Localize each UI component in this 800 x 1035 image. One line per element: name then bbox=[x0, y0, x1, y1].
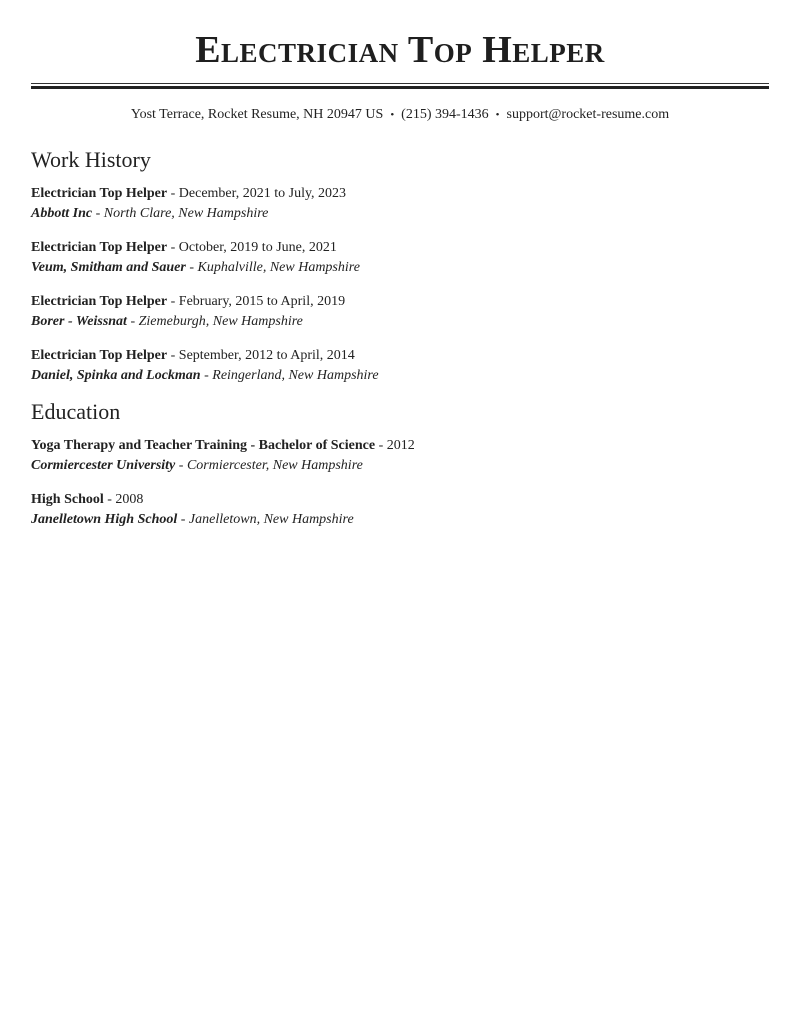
section-title-education: Education bbox=[31, 399, 121, 424]
education-degree: Yoga Therapy and Teacher Training - Bachelor of Science bbox=[31, 438, 376, 453]
section-title-work-history: Work History bbox=[31, 147, 151, 172]
work-entry-heading bbox=[31, 184, 769, 204]
work-role: Electrician Top Helper bbox=[31, 240, 168, 255]
work-role: Electrician Top Helper bbox=[31, 294, 168, 309]
dash: - bbox=[175, 458, 187, 473]
contact-separator: • bbox=[390, 109, 395, 121]
resume-name: Electrician Top Helper bbox=[195, 29, 605, 71]
work-entry-heading bbox=[31, 346, 769, 366]
dash: - bbox=[167, 186, 179, 201]
education-entry-heading bbox=[31, 490, 769, 510]
contact-separator: • bbox=[495, 109, 500, 121]
work-entry bbox=[31, 292, 769, 332]
education-year: 2008 bbox=[115, 492, 144, 507]
dash: - bbox=[177, 512, 189, 527]
education-school: Cormiercester University bbox=[31, 458, 176, 473]
work-location: Reingerland, New Hampshire bbox=[212, 368, 379, 383]
education-entry-school bbox=[31, 510, 769, 530]
work-company: Veum, Smitham and Sauer bbox=[31, 260, 186, 275]
education-year: 2012 bbox=[386, 438, 415, 453]
education-location: Janelletown, New Hampshire bbox=[188, 512, 354, 527]
education-entry bbox=[31, 490, 769, 530]
dash: - bbox=[126, 314, 139, 329]
dash: - bbox=[103, 492, 116, 507]
work-company: Abbott Inc bbox=[31, 206, 93, 221]
education-entry bbox=[31, 436, 769, 476]
dash: - bbox=[375, 438, 387, 453]
work-company: Daniel, Spinka and Lockman bbox=[31, 368, 201, 383]
contact-email: support@rocket-resume.com bbox=[506, 107, 670, 122]
education-degree: High School bbox=[31, 492, 104, 507]
work-dates: December, 2021 to July, 2023 bbox=[178, 186, 347, 201]
education-school: Janelletown High School bbox=[31, 512, 178, 527]
contact-phone: (215) 394-1436 bbox=[401, 107, 489, 122]
work-entry-heading bbox=[31, 292, 769, 312]
work-entry-employer bbox=[31, 312, 769, 332]
header-rule-thick bbox=[31, 86, 769, 89]
work-entry bbox=[31, 238, 769, 278]
dash: - bbox=[92, 206, 104, 221]
work-entry-heading bbox=[31, 238, 769, 258]
education-location: Cormiercester, New Hampshire bbox=[186, 458, 363, 473]
work-dates: September, 2012 to April, 2014 bbox=[178, 348, 355, 363]
education-entry-school bbox=[31, 456, 769, 476]
work-role: Electrician Top Helper bbox=[31, 348, 168, 363]
work-location: Ziemeburgh, New Hampshire bbox=[138, 314, 303, 329]
work-entry bbox=[31, 184, 769, 224]
dash: - bbox=[167, 240, 179, 255]
education-entry-heading bbox=[31, 436, 769, 456]
dash: - bbox=[167, 294, 179, 309]
contact-address: Yost Terrace, Rocket Resume, NH 20947 US bbox=[130, 107, 384, 122]
work-location: Kuphalville, New Hampshire bbox=[197, 260, 360, 275]
work-role: Electrician Top Helper bbox=[31, 186, 168, 201]
work-entry-employer bbox=[31, 258, 769, 278]
work-entry bbox=[31, 346, 769, 386]
work-entry-employer bbox=[31, 204, 769, 224]
work-company: Borer - Weissnat bbox=[31, 314, 127, 329]
work-entry-employer bbox=[31, 366, 769, 386]
dash: - bbox=[200, 368, 213, 383]
work-location: North Clare, New Hampshire bbox=[103, 206, 269, 221]
dash: - bbox=[167, 348, 179, 363]
work-dates: October, 2019 to June, 2021 bbox=[178, 240, 337, 255]
work-dates: February, 2015 to April, 2019 bbox=[178, 294, 346, 309]
dash: - bbox=[185, 260, 198, 275]
contact-line bbox=[31, 106, 769, 124]
